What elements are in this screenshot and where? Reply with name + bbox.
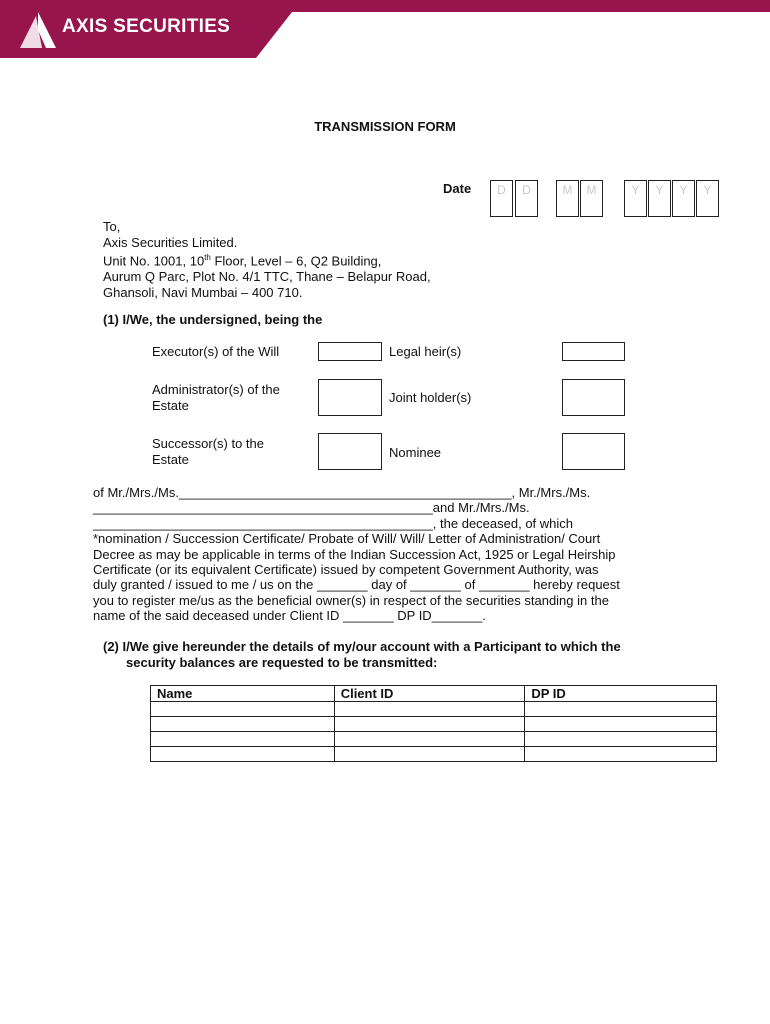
address-line: Ghansoli, Navi Mumbai – 400 710. — [103, 284, 303, 300]
paragraph-line: of Mr./Mrs./Ms.______________________________________________, Mr./Mrs./Ms. — [93, 485, 591, 500]
section1-heading: (1) I/We, the undersigned, being the — [103, 312, 323, 327]
section2-heading-line2: security balances are requested to be transmitted: — [126, 655, 438, 670]
paragraph-line: _______________________________________________, the deceased, of which — [93, 515, 574, 531]
executor-label: Executor(s) of the Will — [152, 344, 280, 359]
paragraph-line: duly granted / issued to me / us on the _______ day of _______ of _______ hereby request — [93, 577, 620, 593]
dp-id-cell[interactable] — [525, 717, 717, 732]
date-month-2[interactable]: M — [580, 180, 603, 217]
section2-heading-line1: (2) I/We give hereunder the details of my/our account with a Participant to which the — [103, 639, 621, 654]
brand-name: AXIS SECURITIES — [62, 16, 231, 37]
name-cell[interactable] — [151, 702, 335, 717]
table-row — [151, 702, 717, 717]
address-line — [103, 250, 431, 269]
table-row — [151, 747, 717, 762]
client-id-cell[interactable] — [334, 717, 525, 732]
table-row — [151, 717, 717, 732]
name-cell[interactable] — [151, 717, 335, 732]
nominee-label: Nominee — [389, 445, 442, 460]
address-unit-sup: th — [204, 253, 211, 263]
table-header-row — [151, 686, 717, 702]
address-block — [103, 219, 431, 300]
successor-label-line1: Successor(s) to the — [152, 436, 264, 451]
administrator-label-line2: Estate — [152, 397, 189, 413]
nominee-checkbox[interactable] — [562, 433, 625, 470]
address-line: Aurum Q Parc, Plot No. 4/1 TTC, Thane – Belapur Road, — [103, 269, 431, 285]
legal-heir-checkbox[interactable] — [562, 342, 625, 361]
date-year-2[interactable]: Y — [648, 180, 671, 217]
client-id-cell[interactable] — [334, 702, 525, 717]
executor-checkbox[interactable] — [318, 342, 382, 361]
date-year-3[interactable]: Y — [672, 180, 695, 217]
account-table — [150, 685, 717, 762]
paragraph-line: _______________________________________________and Mr./Mrs./Ms. — [93, 500, 530, 516]
name-cell[interactable] — [151, 747, 335, 762]
date-day-1[interactable]: D — [490, 180, 513, 217]
address-line: Axis Securities Limited. — [103, 234, 238, 250]
paragraph-line: Certificate (or its equivalent Certificate) issued by competent Government Authority, was — [93, 562, 599, 578]
administrator-label-line1: Administrator(s) of the — [152, 382, 280, 397]
paragraph-line: *nomination / Succession Certificate/ Probate of Will/ Will/ Letter of Administration/ Court — [93, 531, 601, 547]
paragraph-line: name of the said deceased under Client ID _______ DP ID_______. — [93, 608, 486, 624]
axis-logo-icon — [18, 10, 58, 50]
address-line: To, — [103, 219, 121, 234]
address-unit-suffix: Floor, Level – 6, Q2 Building, — [210, 253, 382, 269]
legal-heir-label: Legal heir(s) — [389, 344, 462, 359]
successor-label — [152, 436, 264, 467]
administrator-checkbox[interactable] — [318, 379, 382, 416]
header-banner — [0, 0, 770, 58]
date-year-1[interactable]: Y — [624, 180, 647, 217]
form-title: TRANSMISSION FORM — [314, 119, 456, 134]
name-cell[interactable] — [151, 732, 335, 747]
client-id-cell[interactable] — [334, 732, 525, 747]
column-header-name: Name — [151, 686, 335, 702]
address-unit-prefix: Unit No. 1001, 10 — [103, 253, 205, 269]
column-header-client-id: Client ID — [334, 686, 525, 702]
dp-id-cell[interactable] — [525, 732, 717, 747]
dp-id-cell[interactable] — [525, 702, 717, 717]
dp-id-cell[interactable] — [525, 747, 717, 762]
administrator-label — [152, 382, 280, 413]
successor-checkbox[interactable] — [318, 433, 382, 470]
paragraph-line: Decree as may be applicable in terms of the Indian Succession Act, 1925 or Legal Heirship — [93, 546, 616, 562]
date-day-2[interactable]: D — [515, 180, 538, 217]
declaration-paragraph — [93, 485, 683, 624]
paragraph-line: you to register me/us as the beneficial owner(s) in respect of the securities standing in the — [93, 592, 609, 608]
joint-holder-label: Joint holder(s) — [389, 390, 472, 405]
date-year-4[interactable]: Y — [696, 180, 719, 217]
column-header-dp-id: DP ID — [525, 686, 717, 702]
date-month-1[interactable]: M — [556, 180, 579, 217]
successor-label-line2: Estate — [152, 451, 189, 467]
table-row — [151, 732, 717, 747]
date-label: Date — [443, 181, 472, 196]
client-id-cell[interactable] — [334, 747, 525, 762]
joint-holder-checkbox[interactable] — [562, 379, 625, 416]
